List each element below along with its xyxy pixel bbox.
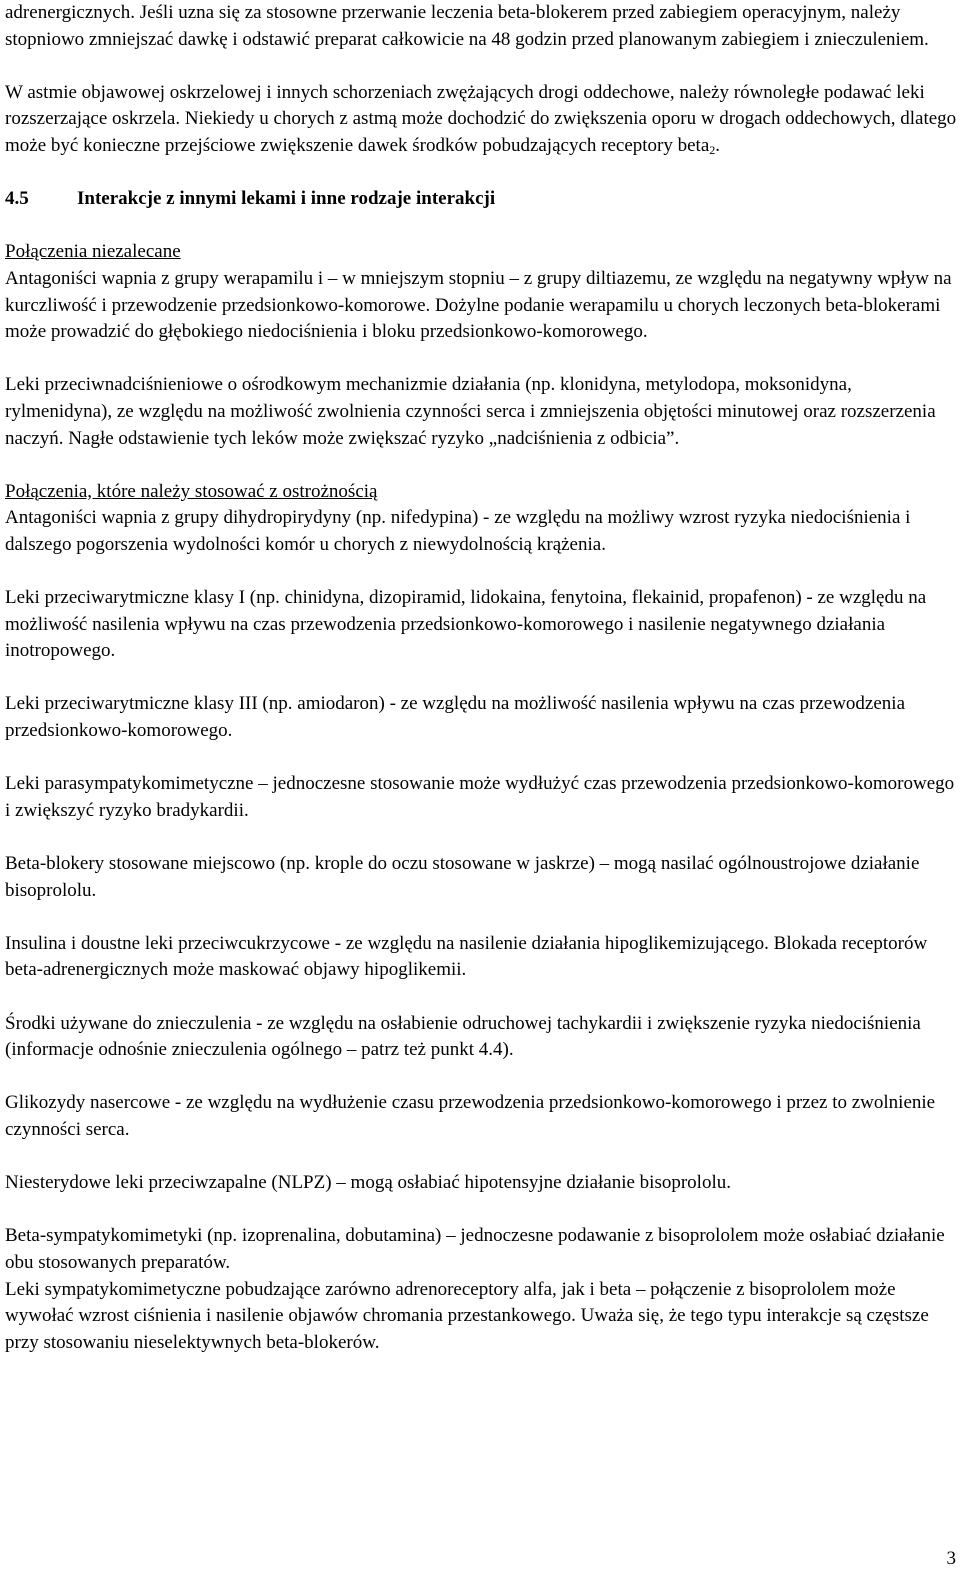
caution-paragraph-4: Leki parasympatykomimetyczne – jednoczesne stosowanie może wydłużyć czas przewodzenia przedsionkowo-komorowego i zwiększyć ryzyko bradykardii. bbox=[5, 773, 955, 821]
not-recommended-paragraph-2: Leki przeciwnadciśnieniowe o ośrodkowym mechanizmie działania (np. klonidyna, metylodopa, moksonidyna, rylmenidyna), ze względu na możliwość zwolnienia czynności serca i zmniejszenia objętości minutowej oraz rozszerzenia naczyń. Nagłe odstawienie tych leków może zwiększać ryzyko „nadciśnienia z odbicia”. bbox=[5, 374, 936, 449]
subheading-not-recommended: Połączenia niezalecane bbox=[5, 241, 181, 263]
caution-paragraph-6: Insulina i doustne leki przeciwcukrzycowe - ze względu na nasilenie działania hipoglikemizującego. Blokada receptorów beta-adrenergicznych może maskować objawy hipoglikemii. bbox=[5, 932, 928, 981]
section-title: Interakcje z innymi lekami i inne rodzaje interakcji bbox=[77, 188, 496, 210]
document-page bbox=[5, 0, 957, 1356]
subscript-2: 2 bbox=[709, 142, 716, 157]
caution-paragraph-10: Beta-sympatykomimetyki (np. izoprenalina, dobutamina) – jednoczesne podawanie z bisoprololem może osłabiać działanie obu stosowanych preparatów. bbox=[5, 1225, 945, 1273]
intro-paragraph-2-end: . bbox=[715, 134, 721, 156]
caution-paragraph-7: Środki używane do znieczulenia - ze względu na osłabienie odruchowej tachykardii i zwiększenie ryzyka niedociśnienia (informacje odnośnie znieczulenia ogólnego – patrz też punkt 4.4). bbox=[5, 1012, 921, 1061]
intro-paragraph-2 bbox=[5, 80, 957, 160]
caution-paragraph-11: Leki sympatykomimetyczne pobudzające zarówno adrenoreceptory alfa, jak i beta – połączenie z bisoprololem może wywołać wzrost ciśnienia i nasilenie objawów chromania przestankowego. Uważa się, że tego typu interakcje są częstsze przy stosowaniu nieselektywnych beta-blokerów. bbox=[5, 1278, 929, 1353]
section-heading bbox=[5, 186, 957, 213]
page-number: 3 bbox=[946, 1548, 956, 1569]
caution-paragraph-9: Niesterydowe leki przeciwzapalne (NLPZ) – mogą osłabiać hipotensyjne działanie bisoprololu. bbox=[5, 1172, 731, 1194]
intro-paragraph-1: adrenergicznych. Jeśli uzna się za stosowne przerwanie leczenia beta-blokerem przed zabiegiem operacyjnym, należy stopniowo zmniejszać dawkę i odstawić preparat całkowicie na 48 godzin przed planowanym zabiegiem i znieczuleniem. bbox=[5, 2, 929, 50]
caution-paragraph-3: Leki przeciwarytmiczne klasy III (np. amiodaron) - ze względu na możliwość nasilenia wpływu na czas przewodzenia przedsionkowo-komorowego. bbox=[5, 693, 906, 742]
not-recommended-paragraph-1: Antagoniści wapnia z grupy werapamilu i – w mniejszym stopniu – z grupy diltiazemu, ze względu na negatywny wpływ na kurczliwość i przewodzenie przedsionkowo-komorowe. Dożylne podanie werapamilu u chorych leczonych beta-blokerami może prowadzić do głębokiego niedociśnienia i bloku przedsionkowo-komorowego. bbox=[5, 267, 952, 343]
caution-paragraph-8: Glikozydy nasercowe - ze względu na wydłużenie czasu przewodzenia przedsionkowo-komorowego i przez to zwolnienie czynności serca. bbox=[5, 1092, 936, 1140]
caution-paragraph-5: Beta-blokery stosowane miejscowo (np. krople do oczu stosowane w jaskrze) – mogą nasilać ogólnoustrojowe działanie bisoprololu. bbox=[5, 853, 920, 901]
caution-paragraph-2: Leki przeciwarytmiczne klasy I (np. chinidyna, dizopiramid, lidokaina, fenytoina, flekainid, propafenon) - ze względu na możliwość nasilenia wpływu na czas przewodzenia przedsionkowo-komorowego i nasilenie negatywnego działania inotropowego. bbox=[5, 587, 927, 662]
section-number: 4.5 bbox=[5, 188, 29, 210]
intro-paragraph-2-part-b: Niekiedy u chorych z astmą może dochodzić do zwiększenia oporu w drogach oddechowych, dlatego może być konieczne przejściowe zwiększenie dawek środków pobudzających receptory beta bbox=[5, 108, 957, 156]
caution-paragraph-1: Antagoniści wapnia z grupy dihydropirydyny (np. nifedypina) - ze względu na możliwy wzrost ryzyka niedociśnienia i dalszego pogorszenia wydolności komór u chorych z niewydolnością krążenia. bbox=[5, 507, 911, 555]
subheading-caution: Połączenia, które należy stosować z ostrożnością bbox=[5, 480, 378, 502]
intro-paragraph-2-part-a: W astmie objawowej oskrzelowej i innych schorzeniach zwężających drogi oddechowe, należy równoległe podawać leki rozszerzające oskrzela. bbox=[5, 81, 925, 130]
